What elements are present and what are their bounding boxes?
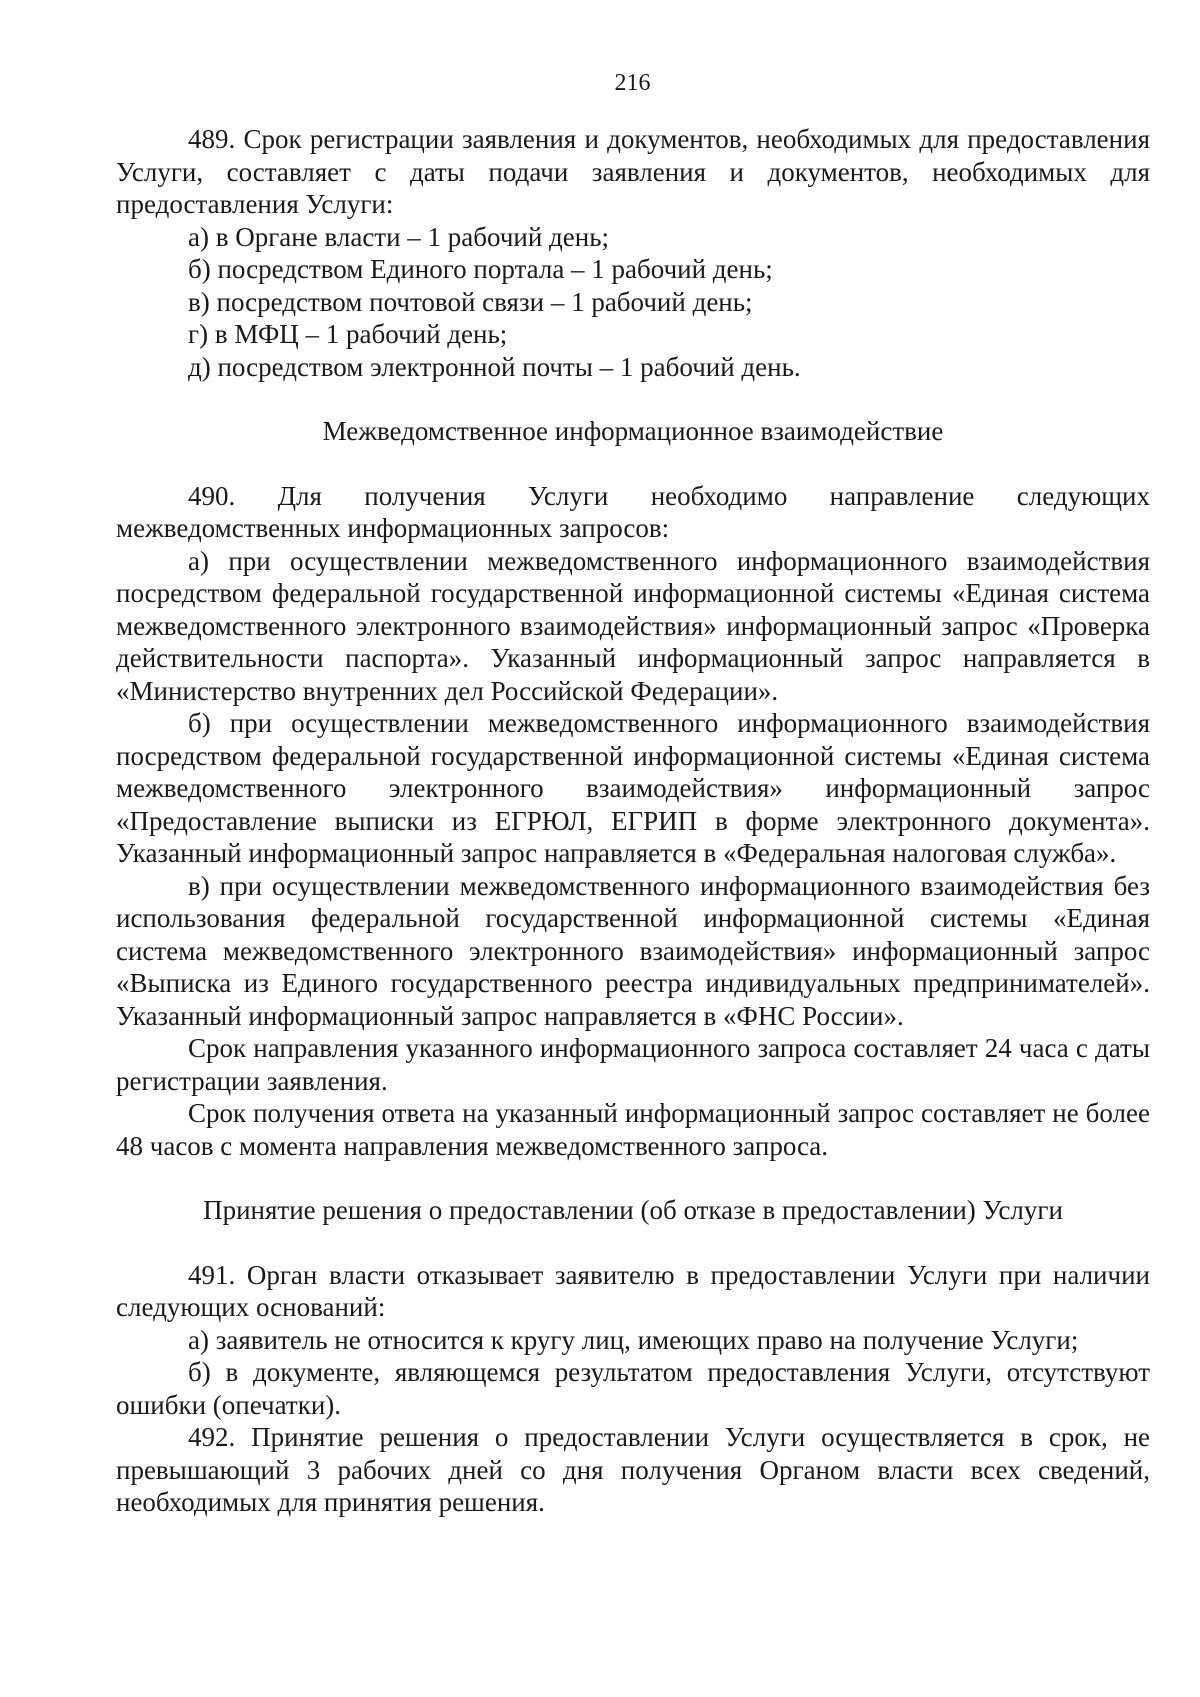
- list-item: в) посредством почтовой связи – 1 рабочий день;: [188, 286, 753, 317]
- paragraph-491: 491. Орган власти отказывает заявителю в предоставлении Услуги при наличии следующих оснований:: [116, 1259, 1150, 1322]
- list-item: д) посредством электронной почты – 1 рабочий день.: [188, 351, 801, 382]
- list-item: г) в МФЦ – 1 рабочий день;: [188, 319, 508, 349]
- spacer: [116, 1162, 1150, 1194]
- list-item: а) в Органе власти – 1 рабочий день;: [188, 221, 610, 252]
- spacer: [116, 383, 1150, 415]
- list-item: б) посредством Единого портала – 1 рабочий день;: [188, 254, 773, 284]
- paragraph-489: 489. Срок регистрации заявления и документов, необходимых для предоставления Услуги, составляет с даты подачи заявления и документов, необходимых для предоставления Услуги:: [116, 124, 1150, 219]
- section-heading-interagency: Межведомственное информационное взаимодействие: [322, 416, 944, 446]
- paragraph-490-reply-term: Срок получения ответа на указанный информационный запрос составляет не более 48 часов с момента направления межведомственного запроса.: [116, 1098, 1150, 1161]
- paragraph-492: 492. Принятие решения о предоставлении Услуги осуществляется в срок, не превышающий 3 рабочих дней со дня получения Органом власти всех сведений, необходимых для принятия решения.: [116, 1422, 1150, 1517]
- paragraph-490-a: а) при осуществлении межведомственного информационного взаимодействия посредством федеральной государственной информационной системы «Единая система межведомственного электронного взаимодействия» информационный запрос «Проверка действительности паспорта». Указанный информационный запрос направляется в «Министерство внутренних дел Российской Федерации».: [116, 545, 1150, 706]
- section-heading-decision: Принятие решения о предоставлении (об отказе в предоставлении) Услуги: [203, 1195, 1063, 1225]
- paragraph-490-c: в) при осуществлении межведомственного информационного взаимодействия без использования федеральной государственной информационной системы «Единая система межведомственного электронного взаимодействия» информационный запрос «Выписка из Единого государственного реестра индивидуальных предпринимателей». Указанный информационный запрос направляется в «ФНС России».: [116, 870, 1150, 1031]
- paragraph-491-a: а) заявитель не относится к кругу лиц, имеющих право на получение Услуги;: [188, 1324, 1079, 1355]
- page-number: 216: [614, 70, 651, 96]
- paragraph-491-b: б) в документе, являющемся результатом предоставления Услуги, отсутствуют ошибки (опечатки).: [116, 1357, 1150, 1420]
- spacer: [116, 1227, 1150, 1259]
- paragraph-490: 490. Для получения Услуги необходимо направление следующих межведомственных информационных запросов:: [116, 480, 1150, 543]
- paragraph-490-b: б) при осуществлении межведомственного информационного взаимодействия посредством федеральной государственной информационной системы «Единая система межведомственного электронного взаимодействия» информационный запрос «Предоставление выписки из ЕГРЮЛ, ЕГРИП в форме электронного документа». Указанный информационный запрос направляется в «Федеральная налоговая служба».: [116, 708, 1150, 868]
- spacer: [116, 448, 1150, 480]
- paragraph-490-send-term: Срок направления указанного информационного запроса составляет 24 часа с даты регистрации заявления.: [116, 1033, 1150, 1096]
- document-body: [116, 123, 1150, 1519]
